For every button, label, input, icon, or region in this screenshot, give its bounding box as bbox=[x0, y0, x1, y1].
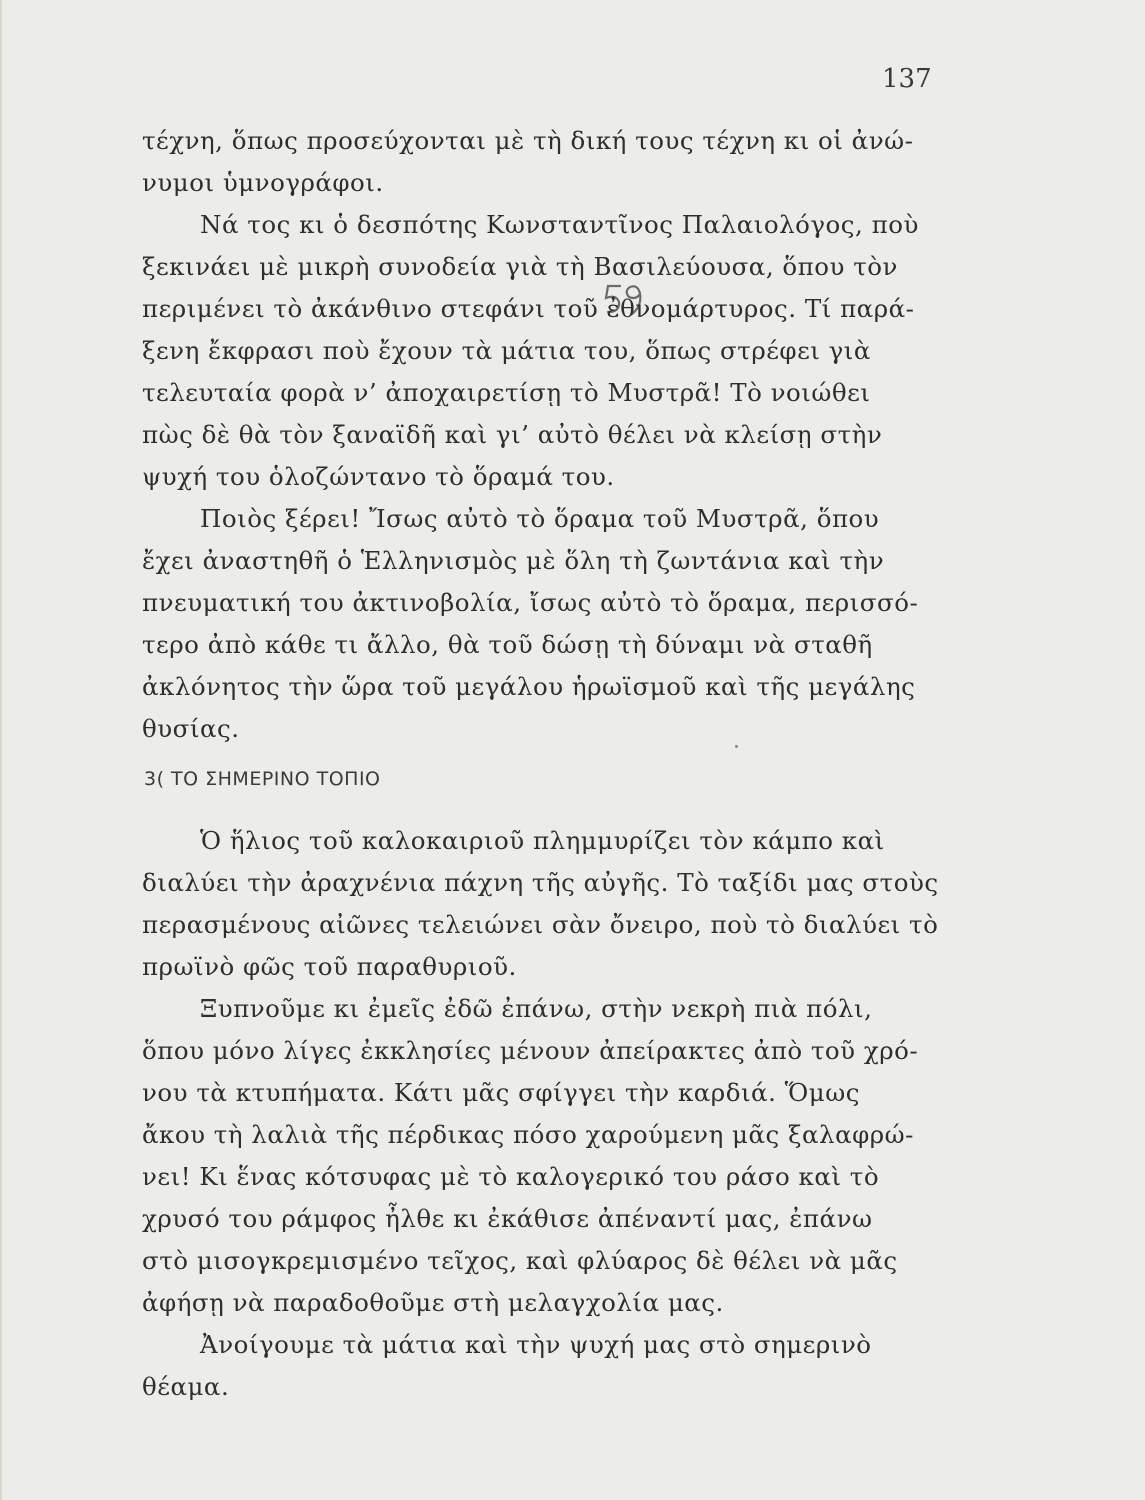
text-line: χρυσό του ράμφος ἦλθε κι ἐκάθισε ἀπέναντί μας, ἐπάνω bbox=[142, 1204, 873, 1233]
text-line: Νά τος κι ὁ δεσπότης Κωνσταντῖνος Παλαιολόγος, ποὺ bbox=[200, 210, 919, 239]
text-block-upper bbox=[142, 120, 962, 750]
text-line: ὅπου μόνο λίγες ἐκκλησίες μένουν ἀπείρακτες ἀπὸ τοῦ χρό- bbox=[142, 1036, 919, 1065]
page-number: 137 bbox=[882, 64, 932, 94]
text-line: Ὁ ἥλιος τοῦ καλοκαιριοῦ πλημμυρίζει τὸν κάμπο καὶ bbox=[200, 826, 885, 855]
text-line: στὸ μισογκρεμισμένο τεῖχος, καὶ φλύαρος δὲ θέλει νὰ μᾶς bbox=[142, 1246, 898, 1275]
text-line: θυσίας. bbox=[142, 714, 240, 743]
text-line: νει! Κι ἕνας κότσυφας μὲ τὸ καλογερικό του ράσο καὶ τὸ bbox=[142, 1162, 880, 1191]
text-line: ἔχει ἀναστηθῆ ὁ Ἑλληνισμὸς μὲ ὅλη τὴ ζωντάνια καὶ τὴν bbox=[142, 546, 885, 575]
section-heading: 3( ΤΟ ΣΗΜΕΡΙΝΟ ΤΟΠΙΟ bbox=[144, 768, 381, 790]
text-line: πνευματική του ἀκτινοβολία, ἴσως αὐτὸ τὸ ὅραμα, περισσό- bbox=[142, 588, 919, 617]
text-line: πρωϊνὸ φῶς τοῦ παραθυριοῦ. bbox=[142, 952, 517, 981]
paragraph-1 bbox=[142, 120, 962, 204]
text-line: πὼς δὲ θὰ τὸν ξαναϊδῆ καὶ γι’ αὐτὸ θέλει νὰ κλείσῃ στὴν bbox=[142, 420, 883, 449]
text-line: ψυχή του ὁλοζώντανο τὸ ὅραμά του. bbox=[142, 462, 615, 491]
text-line: νου τὰ κτυπήματα. Κάτι μᾶς σφίγγει τὴν καρδιά. Ὅμως bbox=[142, 1078, 860, 1107]
paragraph-4 bbox=[142, 820, 962, 988]
paper-speck bbox=[735, 745, 738, 748]
text-line: ξενη ἔκφρασι ποὺ ἔχουν τὰ μάτια του, ὅπως στρέφει γιὰ bbox=[142, 336, 871, 365]
text-line: τερο ἀπὸ κάθε τι ἄλλο, θὰ τοῦ δώσῃ τὴ δύναμι νὰ σταθῆ bbox=[142, 630, 873, 659]
text-line: Ξυπνοῦμε κι ἐμεῖς ἐδῶ ἐπάνω, στὴν νεκρὴ πιὰ πόλι, bbox=[200, 994, 873, 1023]
text-line: περιμένει τὸ ἀκάνθινο στεφάνι τοῦ ἐθνομάρτυρος. Τί παρά- bbox=[142, 294, 915, 323]
text-line: νυμοι ὑμνογράφοι. bbox=[142, 168, 384, 197]
text-block-lower bbox=[142, 820, 962, 1408]
text-line: θέαμα. bbox=[142, 1372, 230, 1401]
text-line: ἄκου τὴ λαλιὰ τῆς πέρδικας πόσο χαρούμενη μᾶς ξαλαφρώ- bbox=[142, 1120, 914, 1149]
text-line: ξεκινάει μὲ μικρὴ συνοδεία γιὰ τὴ Βασιλεύουσα, ὅπου τὸν bbox=[142, 252, 898, 281]
text-line: Ἀνοίγουμε τὰ μάτια καὶ τὴν ψυχή μας στὸ σημερινὸ bbox=[200, 1330, 872, 1359]
text-line: τελευταία φορὰ ν’ ἀποχαιρετίσῃ τὸ Μυστρᾶ! Τὸ νοιώθει bbox=[142, 378, 871, 407]
text-line: ἀφήσῃ νὰ παραδοθοῦμε στὴ μελαγχολία μας. bbox=[142, 1288, 724, 1317]
text-line: Ποιὸς ξέρει! Ἴσως αὐτὸ τὸ ὅραμα τοῦ Μυστρᾶ, ὅπου bbox=[200, 504, 880, 533]
paragraph-5 bbox=[142, 988, 962, 1324]
paragraph-3 bbox=[142, 498, 962, 750]
paragraph-6 bbox=[142, 1324, 962, 1408]
text-line: ἀκλόνητος τὴν ὥρα τοῦ μεγάλου ἡρωϊσμοῦ καὶ τῆς μεγάλης bbox=[142, 672, 916, 701]
text-line: περασμένους αἰῶνες τελειώνει σὰν ὄνειρο, ποὺ τὸ διαλύει τὸ bbox=[142, 910, 939, 939]
text-line: τέχνη, ὅπως προσεύχονται μὲ τὴ δική τους τέχνη κι οἱ ἀνώ- bbox=[142, 126, 914, 155]
paragraph-2 bbox=[142, 204, 962, 498]
text-line: διαλύει τὴν ἀραχνένια πάχνη τῆς αὐγῆς. Τὸ ταξίδι μας στοὺς bbox=[142, 868, 939, 897]
